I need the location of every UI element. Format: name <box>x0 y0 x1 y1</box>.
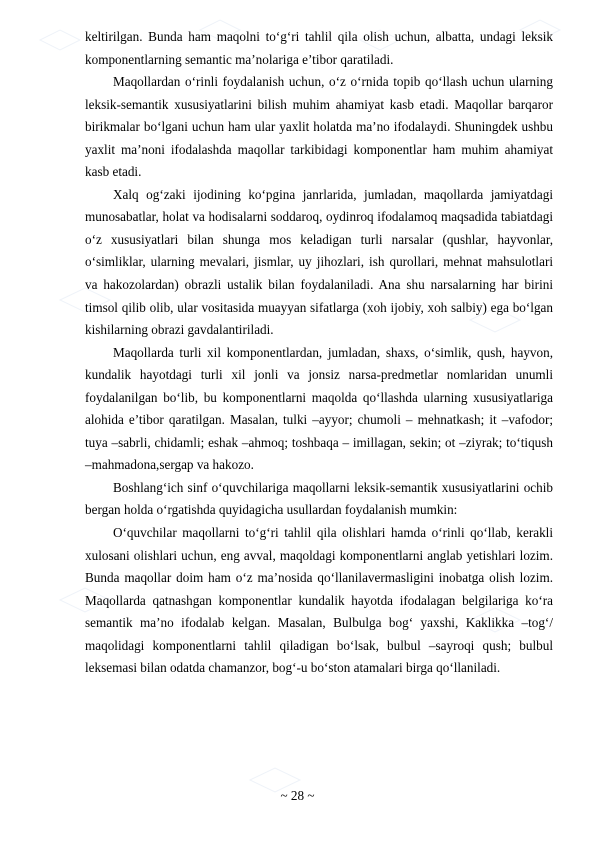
paragraph: keltirilgan. Bunda ham maqolni to‘g‘ri tahlil qila olish uchun, albatta, undagi leksik komponentlarning semantic ma’nolariga e’tibor qaratiladi. <box>85 29 553 67</box>
paragraph: Xalq og‘zaki ijodining ko‘pgina janrlarida, jumladan, maqollarda jamiyatdagi munosabatlar, holat va hodisalarni soddaroq, oydinroq ifodalamoq maqsadida tabiatdagi o‘z xususiyatlari bilan shunga mos keladigan turli narsalar (qushlar, hayvonlar, o‘simliklar, ularning mevalari, jismlar, uy jihozlari, ish qurollari, mehnat mahsulotlari va hakozolardan) obrazli ustalik bilan foydalaniladi. Ana shu narsalarning har birini timsol qilib olib, ular vositasida muayyan sifatlarga (xoh ijobiy, xoh salbiy) ega bo‘lgan kishilarning obrazi gavdalantiriladi. <box>85 186 553 338</box>
paragraph: Boshlang‘ich sinf o‘quvchilariga maqollarni leksik-semantik xususiyatlarini ochib bergan holda o‘rgatishda quyidagicha usullardan foydalanish mumkin: <box>85 479 553 518</box>
paragraph: Maqollardan o‘rinli foydalanish uchun, o‘z o‘rnida topib qo‘llash uchun ularning leksik-semantik xususiyatlarini bilish muhim ahamiyat kasb etadi. Maqollar barqaror birikmalar bo‘lgani uchun ham ular yaxlit holatda ma’no ifodalaydi. Shuningdek ushbu yaxlit ma’noni ifodalashda maqollar tarkibidagi komponentlar ham muhim ahamiyat kasb etadi. <box>85 74 553 180</box>
body-text <box>85 26 553 680</box>
paragraph: O‘quvchilar maqollarni to‘g‘ri tahlil qila olishlari hamda o‘rinli qo‘llab, kerakli xulosani olishlari uchun, eng avval, maqoldagi komponentlarni anglab yetishlari lozim. Bunda maqollar doim ham o‘z ma’nosida qo‘llanilavermasligini inobatga olish lozim. Maqollarda qatnashgan komponentlar kundalik hayotda ifodalagan belgilariga ko‘ra semantik ma’no ifodalab kelgan. Masalan, Bulbulga bog‘ yaxshi, Kaklikka –tog‘/ maqolidagi komponentlarni tahlil qiladigan bo‘lsak, bulbul –sayroqi qush; bulbul leksemasi bilan odatda chamanzor, bog‘-u bo‘ston atamalari birga qo‘llaniladi. <box>85 525 553 676</box>
paragraph: Maqollarda turli xil komponentlardan, jumladan, shaxs, o‘simlik, qush, hayvon, kundalik hayotdagi turli xil jonli va jonsiz narsa-predmetlar nomlaridan unumli foydalanilgan bo‘lib, bu komponentlarni maqolda qo‘llashda ularning xususiyatlariga alohida e’tibor qaratilgan. Masalan, tulki –ayyor; chumoli – mehnatkash; it –vafodor; tuya –sabrli, chidamli; eshak –ahmoq; toshbaqa – imillagan, sekin; ot –ziyrak; to‘tiqush –mahmadona,sergap va hakozo. <box>85 344 553 473</box>
page-number: ~ 28 ~ <box>280 788 315 803</box>
